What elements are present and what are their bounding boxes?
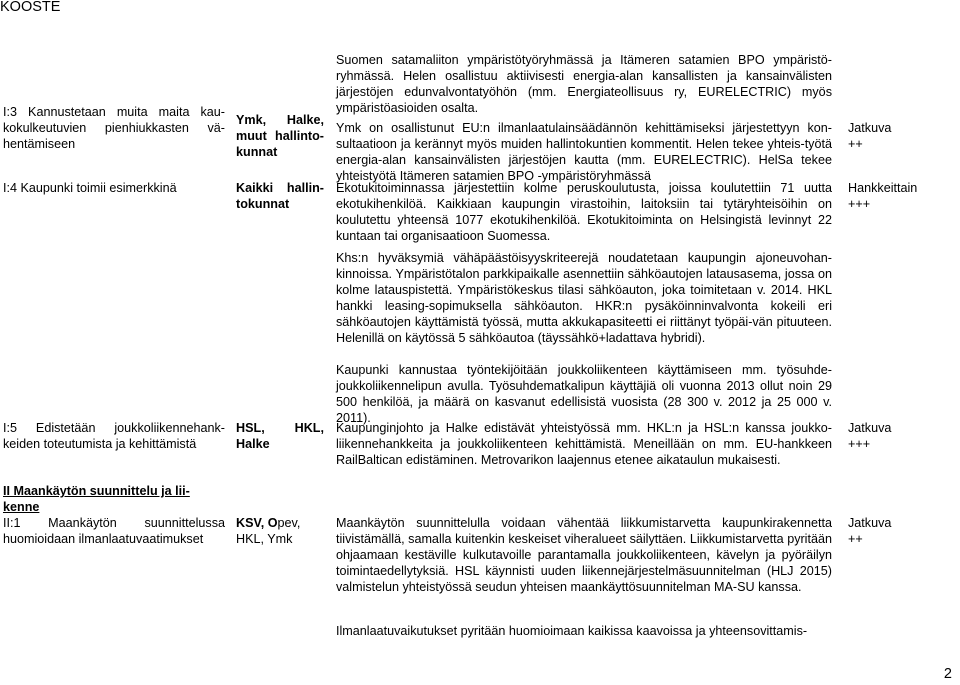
responsible-i5: HSL, HKL, Halke: [236, 421, 324, 451]
progress-i3: [848, 120, 958, 152]
progress-label-i5: Jatkuva: [848, 421, 892, 435]
status-i3: Ymk on osallistunut EU:n ilmanlaatulainsäädännön kehittämiseksi järjestettyyn kon-sultaatioon ja kerännyt myös muiden hallintokuntien kommentit. Helen tekee yhteis-työtä energia-alan kansainvälisten järjestöjen kautta (mm. EURELECTRIC). HelSa tekee yhteistyötä Itämeren satamien BPO -ympäristöryhmässä: [336, 121, 832, 183]
page-header-title: KOOSTE: [0, 0, 61, 15]
responsible-i4: Kaikki hallin-tokunnat: [236, 181, 324, 211]
status-ii1-extra: Ilmanlaatuvaikutukset pyritään huomioimaan kaikissa kaavoissa ja yhteensovittamis-: [336, 624, 808, 638]
responsible-ii1-rest: pev, HKL, Ymk: [236, 516, 301, 546]
progress-marks-i4: +++: [848, 197, 871, 211]
responsible-ii1: [236, 515, 324, 547]
measure-i5: I:5 Edistetään joukkoliikennehank-keiden toteutumista ja kehittämistä: [3, 421, 225, 451]
status-i4-extra: Khs:n hyväksymiä vähäpäästöisyyskriteerejä noudatetaan kaupungin ajoneuvohan-kinnoissa. Ympäristötalon parkkipaikalle asennettiin sähköautojen latausasema, jossa on kolme latauspistettä. Ympäristökeskus tilasi sähköauton, joka toimitetaan v. 2014. HKL hankki leasing-sopimuksella sähköauton. HKR:n pysäköinninvalvonta kokeili eri sähköautojen käyttämistä työssä, mutta akkukapasiteetti ei riittänyt työpäi-vän pituuteen. Helenillä on käytössä 5 sähköautoa (täyssähkö+ladattava hybridi).: [336, 251, 832, 345]
progress-i5: [848, 420, 958, 452]
measure-i3: I:3 Kannustetaan muita maita kau-kokulkeutuvien pienhiukkasten vä-hentämiseen: [3, 105, 225, 151]
responsible-i3: Ymk, Halke, muut hallinto-kunnat: [236, 113, 324, 159]
progress-i4: [848, 180, 958, 212]
measure-i4: I:4 Kaupunki toimii esimerkkinä: [3, 181, 177, 195]
progress-label-ii1: Jatkuva: [848, 516, 892, 530]
page-number: 2: [943, 666, 952, 682]
progress-marks-i3: ++: [848, 137, 863, 151]
status-i5: Kaupunki kannustaa työntekijöitään joukkoliikenteen käyttämiseen mm. työsuhde-joukkoliikennelipun avulla. Työsuhdematkalipun käyttäjiä oli vuonna 2013 ollut noin 29 500 henkilöä, ja määrä on kasvanut edellisistä vuosista (28 300 v. 2012 ja 25 000 v. 2011).: [336, 363, 832, 425]
progress-marks-ii1: ++: [848, 532, 863, 546]
progress-marks-i5: +++: [848, 437, 871, 451]
status-i4: Ekotukitoiminnassa järjestettiin kolme peruskoulutusta, joissa koulutettiin 71 uutta ekotukihenkilöä. Kaikkiaan kaupungin virastoihin, laitoksiin tai tytäryhteisöihin on koulutettu yhteensä 1077 ekotukihenkilöä. Ekotukitoiminta on Helsingistä levinnyt 22 kuntaan tai organisaatioon Suomessa.: [336, 181, 832, 243]
status-ii1: Maankäytön suunnittelulla voidaan vähentää liikkumistarvetta kaupunkirakennetta tiivistämällä, samalla kuitenkin keskeiset viheralueet säilyttäen. Liikkumistarvetta pyritään ohjaamaan kestäville kulkutavoille parantamalla joukkoliikenteen, kävelyn ja pyöräilyn toimintaedellytyksiä. HSL käynnisti uuden liikennejärjestelmäsuunnitelman (HLJ 2015) valmistelun yhteistyössä seudun yhteisen maankäyttösuunnitelman MA-SU kanssa.: [336, 516, 832, 594]
responsible-ii1-bold: KSV, O: [236, 516, 278, 530]
status-i5-extra: Kaupunginjohto ja Halke edistävät yhteistyössä mm. HKL:n ja HSL:n kanssa joukko-liikennehankkeita ja joukkoliikenteen kehittämistä. Meneillään on mm. EU-hankkeen RailBaltican edistäminen. Metrovarikon laajennus etenee aikataulun mukaisesti.: [336, 421, 832, 467]
intro-paragraph: Suomen satamaliiton ympäristötyöryhmässä ja Itämeren satamien BPO ympäristö-ryhmässä. Helen osallistuu aktiivisesti energia-alan kansallisten ja kansainvälisten järjestöjen edunvalvontatyöhön (mm. Energiateollisuus ry, EURELECTRIC) myös ympäristöasioiden osalta.: [336, 53, 832, 115]
progress-label-i3: Jatkuva: [848, 121, 892, 135]
measure-ii1: II:1 Maankäytön suunnittelussa huomioidaan ilmanlaatuvaatimukset: [3, 516, 225, 546]
progress-ii1: [848, 515, 958, 547]
section-heading-ii: II Maankäytön suunnittelu ja lii-kenne: [3, 484, 190, 514]
progress-label-i4: Hankkeittain: [848, 181, 918, 195]
